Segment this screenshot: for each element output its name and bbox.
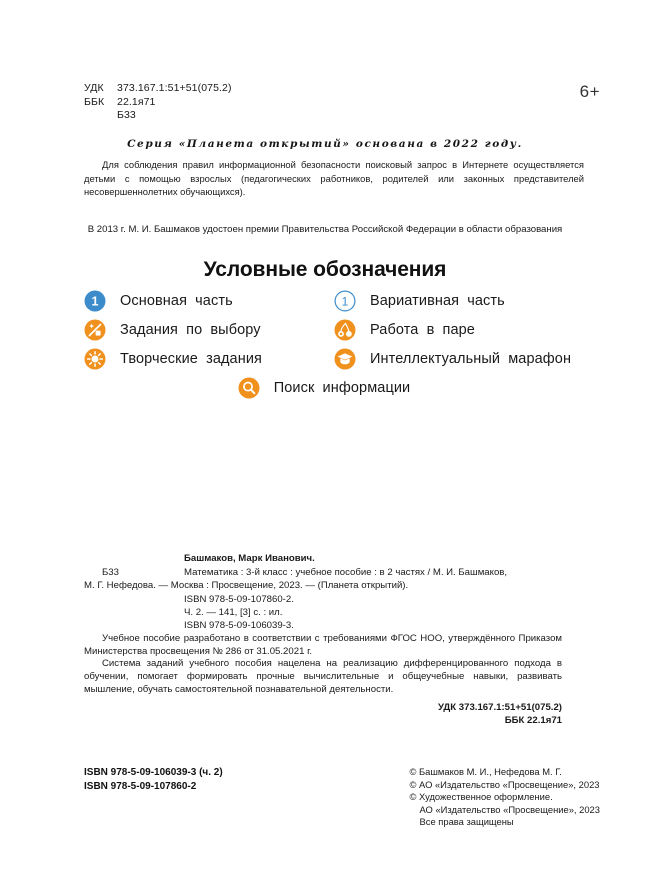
circle-outline-one-icon <box>334 290 356 312</box>
sun-icon <box>84 348 106 370</box>
cip-title-line2 <box>84 579 562 592</box>
cip-part-line: Ч. 2. — 141, [3] с. : ил. <box>184 606 283 618</box>
copyright-line: АО «Издательство «Просвещение», 2023 <box>419 803 600 815</box>
bbk-value: 22.1я71 <box>117 95 156 108</box>
cip-note-standard: Учебное пособие разработано в соответствии с требованиями ФГОС НОО, утверждённого Приказом Министерства просвещения № 286 от 31.05.2021 г. <box>84 633 562 657</box>
legend-item-creative-tasks <box>84 348 334 370</box>
legend-row <box>84 315 604 344</box>
legend-item-pair-work <box>334 319 604 341</box>
cip-title-line1: Математика : 3-й класс : учебное пособие : в 2 частях / М. И. Башмаков, <box>184 567 508 579</box>
copyright-block <box>410 766 600 829</box>
bbk-label: ББК <box>84 95 105 108</box>
safety-notice-paragraph: Для соблюдения правил информационной безопасности поисковый запрос в Интернете осуществляется детьми с помощью взрослых (педагогических работников, родителей или законных представителей несовершеннолетних обучающихся). <box>84 159 584 198</box>
copyright-line: © Художественное оформление. <box>409 791 553 803</box>
udk-value: 373.167.1:51+51(075.2) <box>117 82 232 94</box>
legend-label: Поиск информации <box>273 379 411 396</box>
footer-isbn-block <box>84 766 223 829</box>
circle-filled-one-icon <box>84 290 106 312</box>
legend-label: Основная часть <box>120 292 233 309</box>
legend-label: Вариативная часть <box>370 292 505 309</box>
legend-label: Интеллектуальный марафон <box>370 350 572 367</box>
magnifier-icon <box>238 377 260 399</box>
cip-isbn-set: ISBN 978-5-09-107860-2. <box>184 593 294 605</box>
cip-shelf-code: Б33 <box>102 567 119 579</box>
cip-udk-repeat <box>84 702 562 727</box>
series-line: Серия «Планета открытий» основана в 2022 году. <box>127 138 523 150</box>
star-square-slash-icon <box>84 319 106 341</box>
legend-title: Условные обозначения <box>203 258 447 281</box>
cip-title-line2-text: М. Г. Нефедова. — Москва : Просвещение, 2023. — (Планета открытий). <box>84 580 409 592</box>
legend-row <box>84 344 604 373</box>
cip-title-group <box>84 566 562 592</box>
legend-row <box>84 286 604 315</box>
page-footer <box>84 766 600 829</box>
copyright-line: © АО «Издательство «Просвещение», 2023 <box>409 778 600 790</box>
copyright-line: Все права защищены <box>419 816 514 828</box>
classification-codes <box>84 82 232 123</box>
footer-isbn-part: ISBN 978-5-09-106039-3 (ч. 2) <box>84 767 223 778</box>
cip-isbn-part: ISBN 978-5-09-106039-3. <box>184 620 294 632</box>
svg-text:1: 1 <box>341 293 349 308</box>
copyright-line: © Башмаков М. И., Нефедова М. Г. <box>409 766 562 777</box>
legend-item-search-information <box>84 373 604 402</box>
udk-row <box>84 82 232 96</box>
cip-udk-line: УДК 373.167.1:51+51(075.2) <box>437 702 562 714</box>
legend-label: Задания по выбору <box>120 321 261 338</box>
graduation-cap-icon <box>334 348 356 370</box>
award-line: В 2013 г. М. И. Башмаков удостоен премии Правительства Российской Федерации в области образования <box>87 224 563 235</box>
legend-list <box>84 286 604 402</box>
legend-item-intellectual-marathon <box>334 348 604 370</box>
cip-bbk-line: ББК 22.1я71 <box>504 714 562 726</box>
shelf-code: Б33 <box>117 109 136 121</box>
udk-label: УДК <box>84 82 104 94</box>
legend-item-optional-tasks <box>84 319 334 341</box>
cip-author: Башмаков, Марк Иванович. <box>184 553 315 564</box>
age-rating-mark: 6+ <box>579 82 600 101</box>
legend-label: Работа в паре <box>370 321 475 338</box>
cherries-icon <box>334 319 356 341</box>
legend-item-variative-part <box>334 290 604 312</box>
footer-isbn-set: ISBN 978-5-09-107860-2 <box>84 781 197 792</box>
bbk-row <box>84 96 232 110</box>
legend-label: Творческие задания <box>120 350 262 367</box>
cip-note-description: Система заданий учебного пособия нацелена на реализацию дифференцированного подхода в обучении, помогает формировать прочные вычислительные и общеучебные навыки, развивать мышление, обучать самостоятельной познавательной деятельности. <box>84 658 562 695</box>
cip-block <box>84 552 562 727</box>
svg-text:1: 1 <box>91 294 99 309</box>
legend-item-main-part <box>84 290 334 312</box>
